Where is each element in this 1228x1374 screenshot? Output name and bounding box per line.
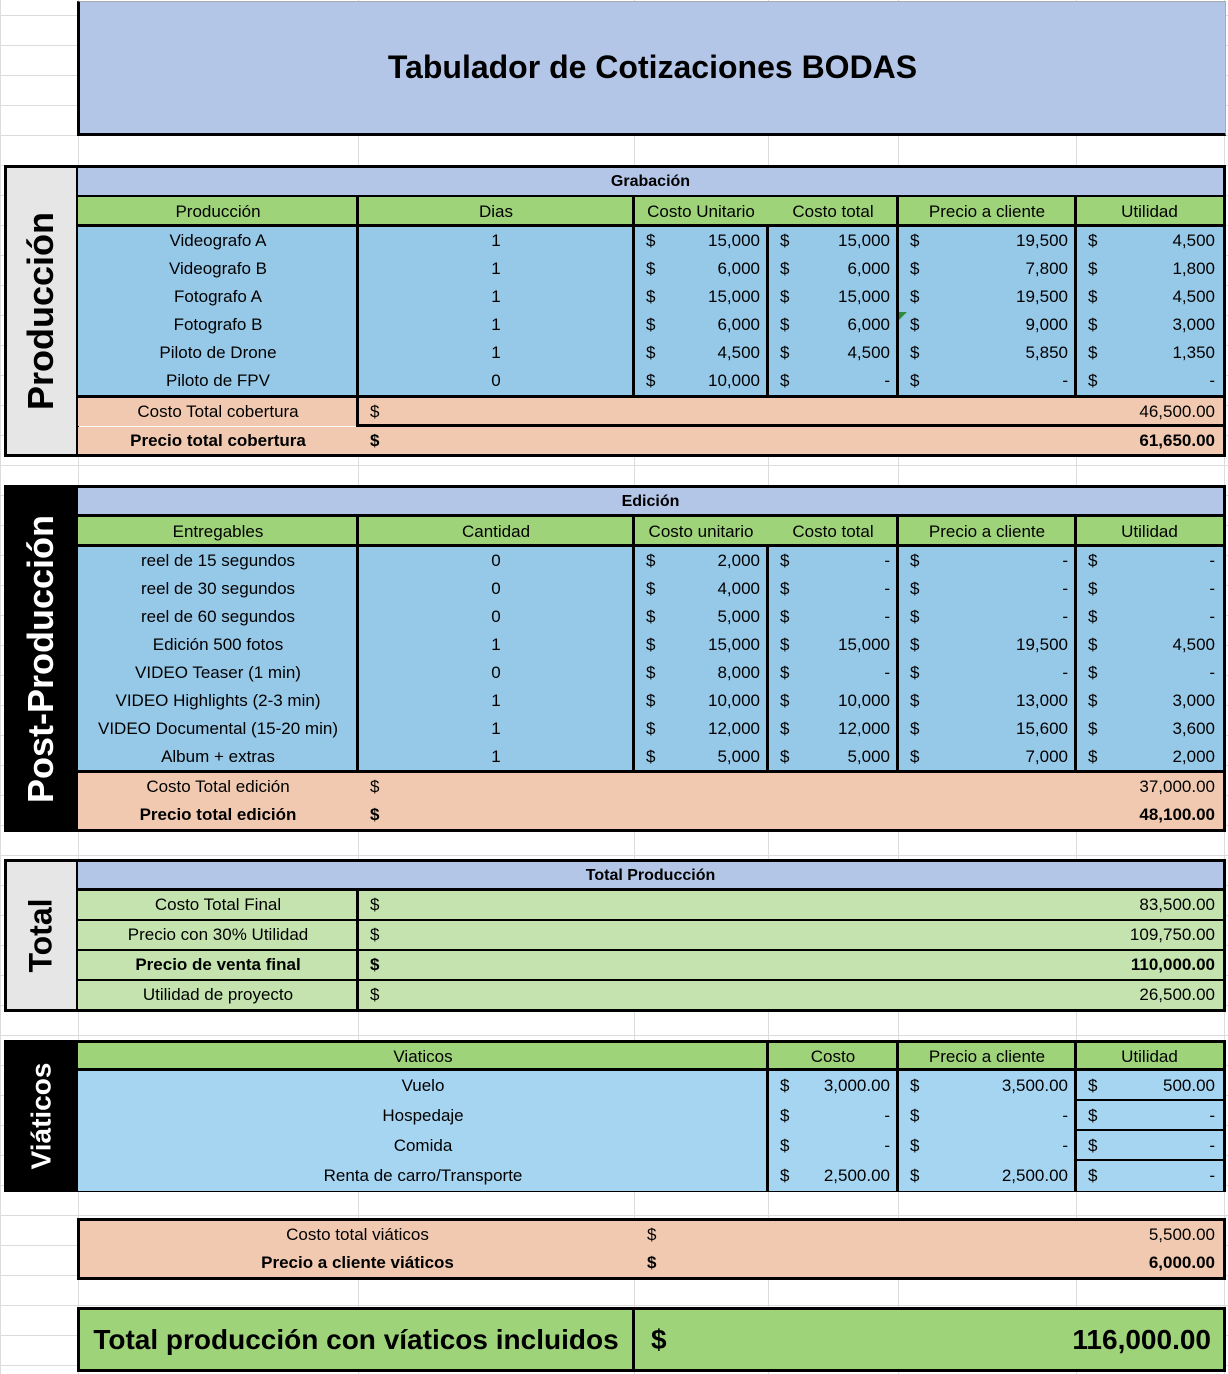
postproduccion-row-amount: 5,000 <box>808 743 898 771</box>
postproduccion-row-currency: $ <box>634 659 674 687</box>
produccion-row-currency: $ <box>1076 283 1116 311</box>
produccion-row-amount: 15,000 <box>808 283 898 311</box>
produccion-row-currency: $ <box>768 283 808 311</box>
viaticos-row-amount: - <box>1116 1161 1223 1191</box>
produccion-row-amount: 6,000 <box>674 255 768 283</box>
postproduccion-row-amount: 13,000 <box>938 687 1076 715</box>
viaticos-row-currency: $ <box>1076 1101 1116 1131</box>
produccion-row-amount: 3,000 <box>1116 311 1223 339</box>
produccion-row-amount: 7,800 <box>938 255 1076 283</box>
produccion-row-qty: 0 <box>358 367 634 395</box>
postproduccion-row-label: VIDEO Teaser (1 min) <box>78 659 358 687</box>
costo-total-cobertura-value: 46,500.00 <box>658 398 1223 426</box>
viaticos-row-amount: 2,500.00 <box>938 1161 1076 1191</box>
postproduccion-row-currency: $ <box>1076 575 1116 603</box>
postproduccion-row-amount: 15,600 <box>938 715 1076 743</box>
postproduccion-row-amount: 4,500 <box>1116 631 1223 659</box>
postproduccion-row-currency: $ <box>768 743 808 771</box>
postproduccion-row-currency: $ <box>634 547 674 575</box>
produccion-header-cell: Utilidad <box>1076 197 1223 226</box>
produccion-row-amount: - <box>1116 367 1223 395</box>
produccion-row-label: Videografo A <box>78 227 358 255</box>
produccion-row-currency: $ <box>634 255 674 283</box>
produccion-row-amount: 4,500 <box>808 339 898 367</box>
produccion-row-currency: $ <box>1076 227 1116 255</box>
postproduccion-row-currency: $ <box>634 575 674 603</box>
produccion-row-amount: 9,000 <box>938 311 1076 339</box>
postproduccion-row-qty: 0 <box>358 659 634 687</box>
viaticos-row-amount: 500.00 <box>1116 1071 1223 1101</box>
postproduccion-row-amount: - <box>938 575 1076 603</box>
viaticos-row-label: Renta de carro/Transporte <box>78 1161 768 1191</box>
postproduccion-row-currency: $ <box>634 687 674 715</box>
postproduccion-row-amount: 19,500 <box>938 631 1076 659</box>
postproduccion-row-amount: - <box>808 603 898 631</box>
produccion-row-qty: 1 <box>358 311 634 339</box>
postproduccion-row-qty: 1 <box>358 631 634 659</box>
produccion-header-cell: Dias <box>358 197 634 226</box>
total-row-currency: $ <box>358 951 658 979</box>
precio-total-edicion-value: 48,100.00 <box>658 801 1223 829</box>
postproduccion-row-amount: - <box>808 659 898 687</box>
postproduccion-row-currency: $ <box>1076 547 1116 575</box>
grand-total-label: Total producción con víaticos incluidos <box>80 1310 632 1369</box>
viaticos-row-amount: 2,500.00 <box>808 1161 898 1191</box>
postproduccion-row-currency: $ <box>898 659 938 687</box>
produccion-row-amount: 10,000 <box>674 367 768 395</box>
precio-cliente-viaticos-label: Precio a cliente viáticos <box>80 1249 635 1277</box>
total-row-value: 26,500.00 <box>658 981 1223 1009</box>
grand-total-value: 116,000.00 <box>835 1310 1223 1369</box>
produccion-row-currency: $ <box>768 367 808 395</box>
postproduccion-row-amount: 8,000 <box>674 659 768 687</box>
postproduccion-row-amount: - <box>1116 603 1223 631</box>
postproduccion-row-currency: $ <box>1076 743 1116 771</box>
postproduccion-row-amount: 12,000 <box>808 715 898 743</box>
postproduccion-row-currency: $ <box>1076 603 1116 631</box>
produccion-row-currency: $ <box>634 283 674 311</box>
postproduccion-row-currency: $ <box>768 547 808 575</box>
postproduccion-row-amount: 2,000 <box>1116 743 1223 771</box>
precio-total-edicion-currency: $ <box>358 801 658 829</box>
postproduccion-row-label: reel de 30 segundos <box>78 575 358 603</box>
postproduccion-row-amount: - <box>1116 547 1223 575</box>
postproduccion-row-currency: $ <box>898 743 938 771</box>
postproduccion-row-label: reel de 15 segundos <box>78 547 358 575</box>
produccion-row-amount: 5,850 <box>938 339 1076 367</box>
produccion-row-currency: $ <box>898 255 938 283</box>
viaticos-row-currency: $ <box>1076 1161 1116 1191</box>
produccion-row-amount: 1,800 <box>1116 255 1223 283</box>
produccion-row-currency: $ <box>898 227 938 255</box>
viaticos-row-label: Comida <box>78 1131 768 1161</box>
produccion-row-amount: 15,000 <box>808 227 898 255</box>
postproduccion-row-amount: 10,000 <box>808 687 898 715</box>
produccion-row-amount: 6,000 <box>808 255 898 283</box>
postproduccion-row-currency: $ <box>898 547 938 575</box>
total-row-label: Precio de venta final <box>78 951 358 979</box>
produccion-row-label: Piloto de FPV <box>78 367 358 395</box>
postproduccion-row-currency: $ <box>898 631 938 659</box>
viaticos-row-label: Vuelo <box>78 1071 768 1101</box>
produccion-row-amount: 4,500 <box>674 339 768 367</box>
viaticos-row-amount: 3,500.00 <box>938 1071 1076 1101</box>
postproduccion-row-label: VIDEO Documental (15-20 min) <box>78 715 358 743</box>
section-title-total-produccion: Total Producción <box>78 862 1223 889</box>
produccion-row-amount: - <box>808 367 898 395</box>
total-row-label: Costo Total Final <box>78 891 358 919</box>
viaticos-row-currency: $ <box>898 1101 938 1131</box>
produccion-row-label: Fotografo A <box>78 283 358 311</box>
postproduccion-row-amount: - <box>938 547 1076 575</box>
postproduccion-row-currency: $ <box>768 631 808 659</box>
viaticos-row-currency: $ <box>898 1071 938 1101</box>
viaticos-row-currency: $ <box>1076 1071 1116 1101</box>
produccion-header-cell: Costo Unitario <box>634 197 768 226</box>
total-row-value: 110,000.00 <box>658 951 1223 979</box>
section-title-edicion: Edición <box>78 488 1223 515</box>
postproduccion-row-qty: 0 <box>358 547 634 575</box>
costo-total-viaticos-label: Costo total viáticos <box>80 1221 635 1249</box>
viaticos-header-cell: Utilidad <box>1076 1043 1223 1070</box>
viaticos-row-amount: - <box>1116 1131 1223 1161</box>
produccion-row-currency: $ <box>1076 367 1116 395</box>
produccion-row-currency: $ <box>768 311 808 339</box>
postproduccion-row-currency: $ <box>768 603 808 631</box>
postproduccion-row-amount: 12,000 <box>674 715 768 743</box>
section-title-grabacion: Grabación <box>78 168 1223 196</box>
postproduccion-row-qty: 0 <box>358 575 634 603</box>
costo-total-cobertura-currency: $ <box>358 398 658 426</box>
precio-total-edicion-label: Precio total edición <box>78 801 358 829</box>
precio-total-cobertura-label: Precio total cobertura <box>78 427 358 454</box>
produccion-row-label: Fotografo B <box>78 311 358 339</box>
produccion-row-currency: $ <box>1076 339 1116 367</box>
postproduccion-header-cell: Costo total <box>768 517 898 546</box>
postproduccion-row-currency: $ <box>898 715 938 743</box>
viaticos-row-currency: $ <box>898 1161 938 1191</box>
total-row-currency: $ <box>358 921 658 949</box>
produccion-row-currency: $ <box>1076 255 1116 283</box>
costo-total-viaticos-value: 5,500.00 <box>835 1221 1223 1249</box>
viaticos-row-currency: $ <box>898 1131 938 1161</box>
postproduccion-row-currency: $ <box>634 743 674 771</box>
viaticos-row-amount: - <box>1116 1101 1223 1131</box>
viaticos-row-currency: $ <box>768 1101 808 1131</box>
produccion-row-currency: $ <box>898 283 938 311</box>
postproduccion-row-amount: 3,600 <box>1116 715 1223 743</box>
produccion-row-currency: $ <box>634 227 674 255</box>
produccion-row-amount: 15,000 <box>674 283 768 311</box>
postproduccion-row-amount: 3,000 <box>1116 687 1223 715</box>
postproduccion-row-currency: $ <box>768 659 808 687</box>
postproduccion-row-qty: 1 <box>358 715 634 743</box>
postproduccion-side-label: Post-Producción <box>7 488 79 829</box>
postproduccion-row-amount: - <box>1116 575 1223 603</box>
costo-total-edicion-label: Costo Total edición <box>78 773 358 801</box>
viaticos-row-currency: $ <box>768 1161 808 1191</box>
postproduccion-row-currency: $ <box>768 575 808 603</box>
costo-total-edicion-currency: $ <box>358 773 658 801</box>
postproduccion-header-cell: Cantidad <box>358 517 634 546</box>
total-row-currency: $ <box>358 891 658 919</box>
postproduccion-row-currency: $ <box>634 715 674 743</box>
produccion-row-label: Videografo B <box>78 255 358 283</box>
produccion-row-amount: 19,500 <box>938 283 1076 311</box>
postproduccion-row-qty: 1 <box>358 743 634 771</box>
postproduccion-header-cell: Precio a cliente <box>898 517 1076 546</box>
viaticos-row-label: Hospedaje <box>78 1101 768 1131</box>
viaticos-row-amount: - <box>938 1131 1076 1161</box>
viaticos-header-cell: Viaticos <box>78 1043 768 1070</box>
postproduccion-row-currency: $ <box>1076 631 1116 659</box>
viaticos-row-currency: $ <box>768 1071 808 1101</box>
total-row-currency: $ <box>358 981 658 1009</box>
postproduccion-header-cell: Costo unitario <box>634 517 768 546</box>
postproduccion-row-amount: - <box>1116 659 1223 687</box>
produccion-row-amount: 15,000 <box>674 227 768 255</box>
postproduccion-row-currency: $ <box>634 603 674 631</box>
viaticos-header-cell: Precio a cliente <box>898 1043 1076 1070</box>
postproduccion-row-amount: 5,000 <box>674 603 768 631</box>
produccion-row-amount: 4,500 <box>1116 283 1223 311</box>
postproduccion-row-amount: - <box>938 603 1076 631</box>
precio-cliente-viaticos-value: 6,000.00 <box>835 1249 1223 1277</box>
viaticos-row-amount: - <box>808 1101 898 1131</box>
grand-total-currency: $ <box>635 1310 835 1369</box>
viaticos-row-currency: $ <box>1076 1131 1116 1161</box>
postproduccion-row-amount: 5,000 <box>674 743 768 771</box>
total-row-value: 83,500.00 <box>658 891 1223 919</box>
cell-note-marker <box>899 312 907 320</box>
postproduccion-row-label: Album + extras <box>78 743 358 771</box>
total-row-label: Precio con 30% Utilidad <box>78 921 358 949</box>
produccion-header-cell: Costo total <box>768 197 898 226</box>
produccion-row-currency: $ <box>898 311 938 339</box>
produccion-row-currency: $ <box>898 367 938 395</box>
postproduccion-row-amount: 2,000 <box>674 547 768 575</box>
postproduccion-header-cell: Utilidad <box>1076 517 1223 546</box>
produccion-row-amount: 6,000 <box>808 311 898 339</box>
postproduccion-row-currency: $ <box>768 715 808 743</box>
produccion-row-currency: $ <box>634 311 674 339</box>
precio-cliente-viaticos-currency: $ <box>635 1249 835 1277</box>
postproduccion-row-label: VIDEO Highlights (2-3 min) <box>78 687 358 715</box>
postproduccion-row-amount: 10,000 <box>674 687 768 715</box>
produccion-side-label: Producción <box>7 168 79 454</box>
produccion-row-qty: 1 <box>358 227 634 255</box>
postproduccion-row-currency: $ <box>1076 687 1116 715</box>
produccion-row-label: Piloto de Drone <box>78 339 358 367</box>
precio-total-cobertura-currency: $ <box>358 427 658 454</box>
produccion-row-qty: 1 <box>358 339 634 367</box>
viaticos-row-currency: $ <box>768 1131 808 1161</box>
postproduccion-row-currency: $ <box>898 603 938 631</box>
postproduccion-row-amount: 7,000 <box>938 743 1076 771</box>
viaticos-side-label: Viáticos <box>7 1043 79 1189</box>
costo-total-cobertura-label: Costo Total cobertura <box>78 398 358 426</box>
total-row-value: 109,750.00 <box>658 921 1223 949</box>
total-row-label: Utilidad de proyecto <box>78 981 358 1009</box>
produccion-header-cell: Producción <box>78 197 358 226</box>
postproduccion-row-amount: 15,000 <box>674 631 768 659</box>
produccion-row-currency: $ <box>634 339 674 367</box>
postproduccion-row-amount: - <box>808 547 898 575</box>
postproduccion-row-currency: $ <box>898 687 938 715</box>
produccion-row-amount: 6,000 <box>674 311 768 339</box>
produccion-row-amount: 19,500 <box>938 227 1076 255</box>
produccion-row-currency: $ <box>768 339 808 367</box>
produccion-row-amount: - <box>938 367 1076 395</box>
produccion-row-qty: 1 <box>358 255 634 283</box>
postproduccion-row-label: Edición 500 fotos <box>78 631 358 659</box>
precio-total-cobertura-value: 61,650.00 <box>658 427 1223 454</box>
costo-total-viaticos-currency: $ <box>635 1221 835 1249</box>
postproduccion-row-qty: 0 <box>358 603 634 631</box>
produccion-header-cell: Precio a cliente <box>898 197 1076 226</box>
postproduccion-row-currency: $ <box>898 575 938 603</box>
postproduccion-row-amount: - <box>808 575 898 603</box>
total-side-label: Total <box>7 862 79 1009</box>
postproduccion-row-amount: - <box>938 659 1076 687</box>
produccion-row-qty: 1 <box>358 283 634 311</box>
postproduccion-row-label: reel de 60 segundos <box>78 603 358 631</box>
postproduccion-row-currency: $ <box>1076 659 1116 687</box>
produccion-row-amount: 4,500 <box>1116 227 1223 255</box>
postproduccion-row-currency: $ <box>768 687 808 715</box>
postproduccion-row-qty: 1 <box>358 687 634 715</box>
postproduccion-row-amount: 15,000 <box>808 631 898 659</box>
produccion-row-currency: $ <box>634 367 674 395</box>
viaticos-row-amount: 3,000.00 <box>808 1071 898 1101</box>
produccion-row-currency: $ <box>898 339 938 367</box>
produccion-row-amount: 1,350 <box>1116 339 1223 367</box>
produccion-row-currency: $ <box>1076 311 1116 339</box>
postproduccion-row-amount: 4,000 <box>674 575 768 603</box>
postproduccion-row-currency: $ <box>634 631 674 659</box>
produccion-row-currency: $ <box>768 255 808 283</box>
costo-total-edicion-value: 37,000.00 <box>658 773 1223 801</box>
viaticos-row-amount: - <box>808 1131 898 1161</box>
page-title: Tabulador de Cotizaciones BODAS <box>77 1 1226 136</box>
viaticos-header-cell: Costo <box>768 1043 898 1070</box>
postproduccion-row-currency: $ <box>1076 715 1116 743</box>
produccion-row-currency: $ <box>768 227 808 255</box>
postproduccion-header-cell: Entregables <box>78 517 358 546</box>
viaticos-row-amount: - <box>938 1101 1076 1131</box>
